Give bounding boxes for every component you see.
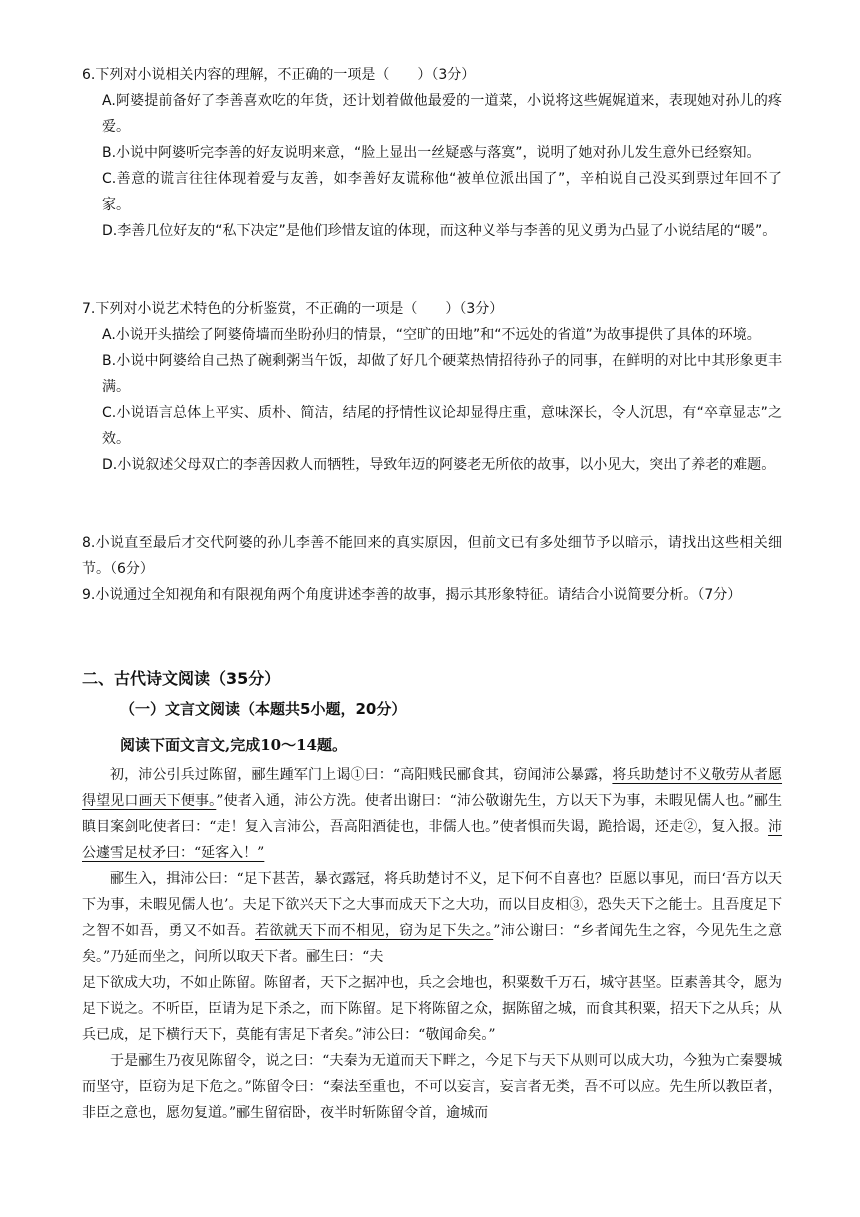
- option-c: C.小说语言总体上平实、质朴、简洁，结尾的抒情性议论却显得庄重，意味深长，令人沉思，有“卒章显志”之效。: [102, 405, 782, 447]
- section-heading: 二、古代诗文阅读（35分）: [82, 669, 281, 688]
- paragraph-3: 足下欲成大功，不如止陈留。陈留者，天下之据冲也，兵之会地也，积粟数千万石，城守甚坚。臣素善其令，愿为足下说之。不听臣，臣请为足下杀之，而下陈留。足下将陈留之众，据陈留之城，而食其积粟，招天下之从兵；从兵已成，足下横行天下，莫能有害足下者矣。”沛公曰：“敬闻命矣。”: [82, 975, 782, 1043]
- question-9: 9.小说通过全知视角和有限视角两个角度讲述李善的故事，揭示其形象特征。请结合小说简要分析。（7分）: [82, 587, 742, 603]
- option-d: D.李善几位好友的“私下决定”是他们珍惜友谊的体现，而这种义举与李善的见义勇为凸显了小说结尾的“暖”。: [102, 223, 777, 239]
- footnote-marker: ②: [683, 819, 698, 835]
- question-6-stem: 6.下列对小说相关内容的理解，不正确的一项是（ ）（3分）: [82, 67, 476, 83]
- paragraph-4: 于是郦生乃夜见陈留令，说之曰：“夫秦为无道而天下畔之，今足下与天下从则可以成大功，今独为亡秦婴城而坚守，臣窃为足下危之。”陈留令曰：“秦法至重也，不可以妄言，妄言者无类，吾不可以应。先生所以教臣者，非臣之意也，愿勿复道。”郦生留宿卧，夜半时斩陈留令首，逾城而: [82, 1053, 782, 1121]
- question-8: 8.小说直至最后才交代阿婆的孙儿李善不能回来的真实原因，但前文已有多处细节予以暗示，请找出这些相关细节。（6分）: [82, 535, 782, 577]
- option-a: A.小说开头描绘了阿婆倚墙而坐盼孙归的情景，“空旷的田地”和“不远处的省道”为故事提供了具体的环境。: [102, 327, 761, 343]
- reading-instruction: 阅读下面文言文,完成10～14题。: [120, 736, 347, 754]
- subsection-heading: （一）文言文阅读（本题共5小题，20分）: [120, 700, 407, 718]
- option-a: A.阿婆提前备好了李善喜欢吃的年货，还计划着做他最爱的一道菜，小说将这些娓娓道来，表现她对孙儿的疼爱。: [102, 93, 782, 135]
- option-b: B.小说中阿婆给自己热了碗剩粥当午饭，却做了好几个硬菜热情招待孙子的同事，在鲜明的对比中其形象更丰满。: [102, 353, 782, 395]
- footnote-marker: ③: [569, 897, 584, 913]
- option-c: C.善意的谎言往往体现着爱与友善，如李善好友谎称他“被单位派出国了”，辛柏说自己没买到票过年回不了家。: [102, 171, 782, 213]
- underlined-sentence: 将兵助楚讨不义敬劳从者愿得望见口画天下便事。: [82, 767, 783, 809]
- option-b: B.小说中阿婆听完李善的好友说明来意，“脸上显出一丝疑惑与落寞”，说明了她对孙儿发生意外已经察知。: [102, 145, 761, 161]
- classical-passage: [82, 762, 782, 1126]
- paragraph-2: 郦生入，揖沛公曰：“足下甚苦，暴衣露冠，将兵助楚讨不义，足下何不自喜也？臣愿以事见，而曰‘吾方以天下为事，未暇见儒人也’。夫足下欲兴天下之大事而成天下之大功，而以目皮相③，恐失天下之能士。且吾度足下之智不如吾，勇又不如吾。若欲就天下而不相见，窃为足下失之。”沛公谢曰：“乡者闻先生之容，今见先生之意矣。”乃延而坐之，问所以取天下者。郦生曰：“夫: [82, 871, 783, 965]
- question-7-stem: 7.下列对小说艺术特色的分析鉴赏，不正确的一项是（ ）（3分）: [82, 301, 504, 317]
- question-7-options: [102, 322, 782, 478]
- underlined-sentence: 沛公遽雪足杖矛曰：“延客入！”: [82, 819, 783, 861]
- option-d: D.小说叙述父母双亡的李善因救人而牺牲，导致年迈的阿婆老无所依的故事，以小见大，突出了养老的难题。: [102, 457, 776, 473]
- footnote-marker: ①: [350, 767, 365, 783]
- question-6-options: [102, 88, 782, 244]
- paragraph-1: 初，沛公引兵过陈留，郦生踵军门上谒①曰：“高阳贱民郦食其，窃闻沛公暴露，将兵助楚讨不义敬劳从者愿得望见口画天下便事。”使者入通，沛公方洗。使者出谢曰：“沛公敬谢先生，方以天下为事，未暇见儒人也。”郦生瞋目案剑叱使者曰：“走！复入言沛公，吾高阳酒徒也，非儒人也。”使者惧而失谒，跪拾谒，还走②，复入报。沛公遽雪足杖矛曰：“延客入！”: [82, 767, 783, 861]
- underlined-sentence: 若欲就天下而不相见，窃为足下失之。: [255, 923, 494, 939]
